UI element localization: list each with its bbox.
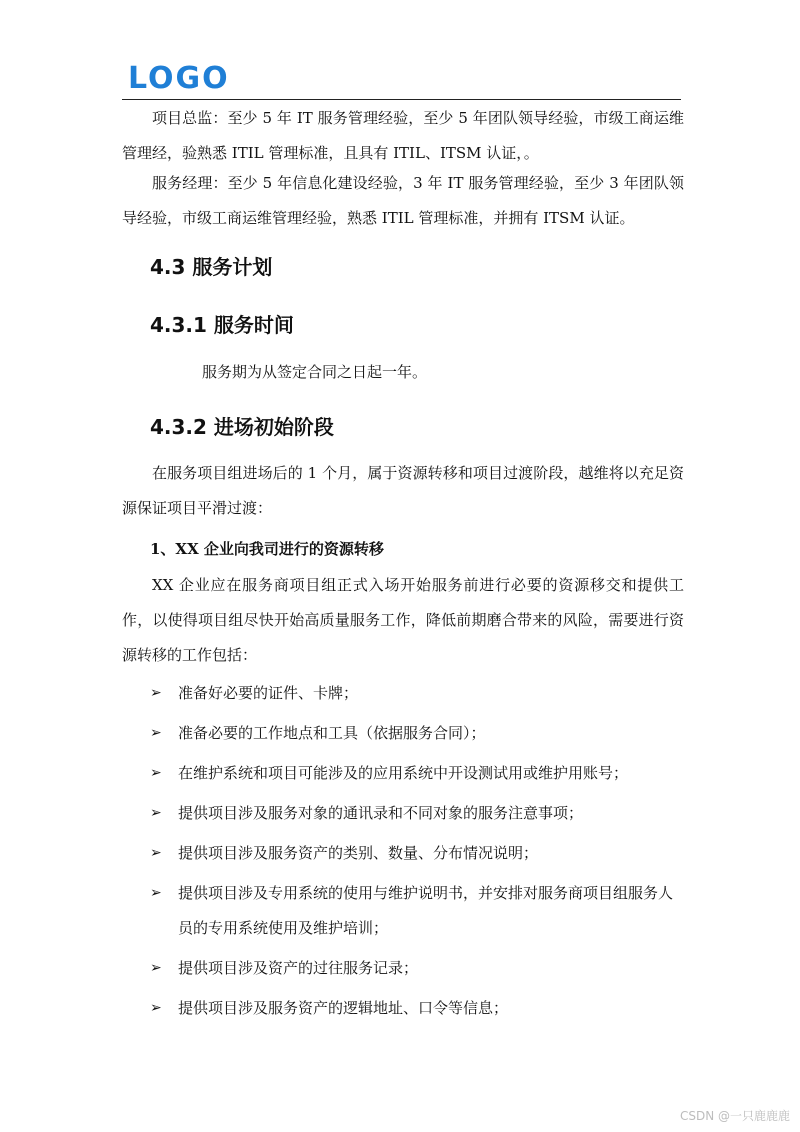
role-project-director: 项目总监：至少 5 年 IT 服务管理经验，至少 5 年团队领导经验，市级工商运维管理经，验熟悉 ITIL 管理标准，且具有 ITIL、ITSM 认证，。 xyxy=(122,109,684,162)
header-rule xyxy=(122,99,681,100)
arrow-bullet-icon: ➢ xyxy=(150,725,162,741)
section-4-3-title: 4.3 服务计划 xyxy=(150,255,273,279)
list-item: ➢ 准备好必要的证件、卡牌； xyxy=(122,676,684,711)
section-4-3-2-title: 4.3.2 进场初始阶段 xyxy=(150,415,334,439)
arrow-bullet-icon: ➢ xyxy=(150,685,162,701)
watermark: CSDN @一只鹿鹿鹿 xyxy=(679,1109,790,1123)
resource-transfer-title: 1、XX 企业向我司进行的资源转移 xyxy=(150,540,384,558)
list-item: ➢ 准备必要的工作地点和工具（依据服务合同）； xyxy=(122,716,684,751)
logo: LOGO xyxy=(128,61,230,96)
service-period-text: 服务期为从签定合同之日起一年。 xyxy=(202,363,428,381)
list-item: ➢ 提供项目涉及服务对象的通讯录和不同对象的服务注意事项； xyxy=(122,796,684,831)
section-4-3-1-title: 4.3.1 服务时间 xyxy=(150,313,294,337)
arrow-bullet-icon: ➢ xyxy=(150,805,162,821)
list-item: ➢ 提供项目涉及资产的过往服务记录； xyxy=(122,951,684,986)
arrow-bullet-icon: ➢ xyxy=(150,845,162,861)
list-item: ➢ 在维护系统和项目可能涉及的应用系统中开设测试用或维护用账号； xyxy=(122,756,684,791)
entry-phase-intro: 在服务项目组进场后的 1 个月，属于资源转移和项目过渡阶段，越维将以充足资源保证项目平滑过渡： xyxy=(122,464,684,517)
arrow-bullet-icon: ➢ xyxy=(150,1000,162,1016)
arrow-bullet-icon: ➢ xyxy=(150,885,162,901)
list-item: ➢ 提供项目涉及服务资产的逻辑地址、口令等信息； xyxy=(122,991,684,1026)
arrow-bullet-icon: ➢ xyxy=(150,765,162,781)
list-item: ➢ 提供项目涉及服务资产的类别、数量、分布情况说明； xyxy=(122,836,684,871)
arrow-bullet-icon: ➢ xyxy=(150,960,162,976)
resource-transfer-list xyxy=(122,676,684,1031)
role-service-manager: 服务经理：至少 5 年信息化建设经验，3 年 IT 服务管理经验，至少 3 年团队领导经验，市级工商运维管理经验，熟悉 ITIL 管理标准，并拥有 ITSM 认证。 xyxy=(122,174,684,227)
list-item: ➢ 提供项目涉及专用系统的使用与维护说明书，并安排对服务商项目组服务人员的专用系统使用及维护培训； xyxy=(122,876,684,946)
resource-transfer-body: XX 企业应在服务商项目组正式入场开始服务前进行必要的资源移交和提供工作，以使得项目组尽快开始高质量服务工作，降低前期磨合带来的风险，需要进行资源转移的工作包括： xyxy=(122,576,684,664)
